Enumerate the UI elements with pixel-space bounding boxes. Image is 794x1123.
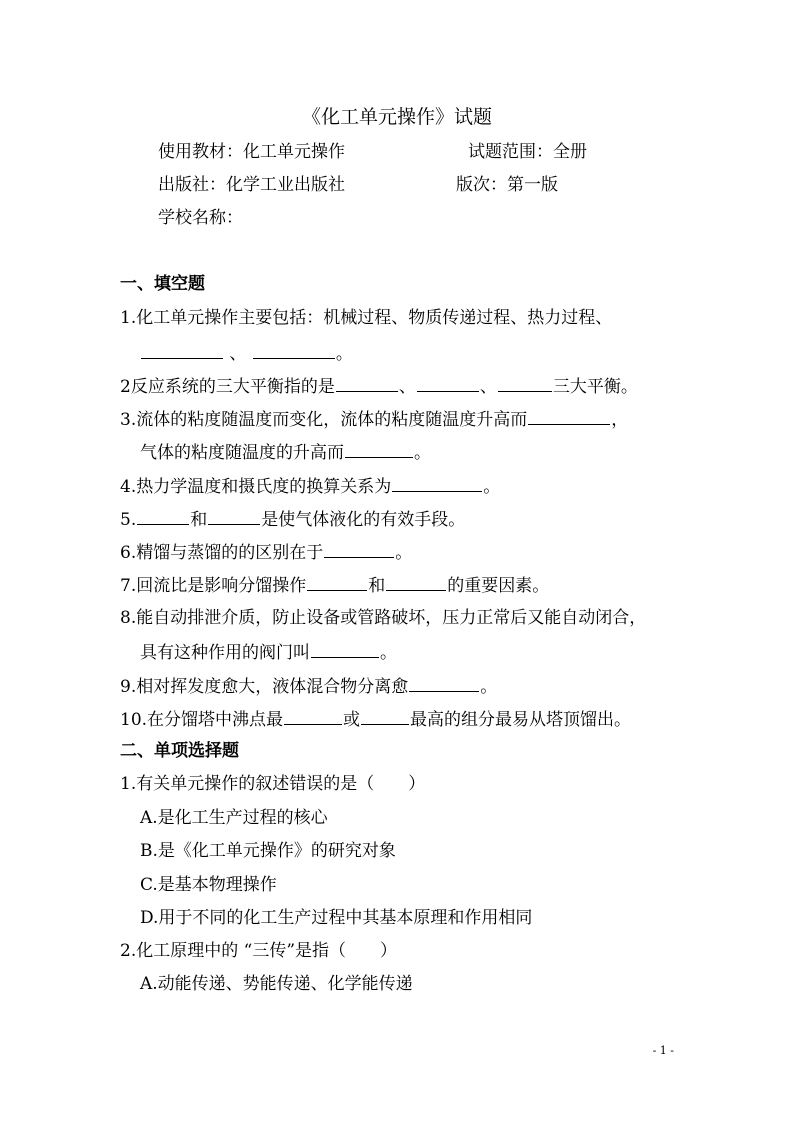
publisher-label: 出版社：化学工业出版社 — [158, 175, 345, 195]
question-2 — [120, 373, 638, 399]
choice-option-1c[interactable]: C.是基本物理操作 — [140, 875, 277, 895]
question-text: 9.相对挥发度愈大，液体混合物分离愈 — [120, 677, 409, 697]
connector: 或 — [343, 710, 361, 730]
question-5 — [120, 506, 465, 532]
question-6 — [120, 539, 412, 565]
question-1-line-2 — [140, 340, 353, 366]
answer-blank[interactable] — [284, 706, 342, 725]
question-text: 气体的粘度随温度的升高而 — [140, 443, 344, 463]
scope-label: 试题范围：全册 — [468, 142, 587, 162]
choice-option-1b[interactable]: B.是《化工单元操作》的研究对象 — [140, 841, 396, 861]
question-8-line-1: 8.能自动排泄介质，防止设备或管路破坏，压力正常后又能自动闭合， — [120, 608, 647, 628]
edition-label: 版次：第一版 — [456, 175, 558, 195]
question-number: 5. — [120, 510, 137, 530]
answer-blank[interactable] — [528, 406, 610, 425]
question-text: 是使气体液化的有效手段。 — [261, 510, 466, 530]
answer-blank[interactable] — [409, 673, 479, 692]
question-text: 10.在分馏塔中沸点最 — [120, 710, 284, 730]
page-number: - 1 - — [652, 1044, 674, 1057]
choice-question-1: 1.有关单元操作的叙述错误的是（ ） — [120, 774, 426, 794]
answer-blank[interactable] — [208, 506, 260, 525]
question-text: 4.热力学温度和摄氏度的换算关系为 — [120, 477, 392, 497]
choice-option-1a[interactable]: A.是化工生产过程的核心 — [140, 808, 328, 828]
answer-blank[interactable] — [417, 373, 479, 392]
textbook-label: 使用教材：化工单元操作 — [158, 142, 345, 162]
period: 。 — [480, 677, 498, 697]
answer-blank[interactable] — [345, 439, 413, 458]
period: 。 — [414, 443, 431, 463]
connector: 和 — [368, 576, 386, 596]
separator: 、 — [398, 377, 416, 397]
question-10 — [120, 706, 631, 732]
answer-blank[interactable] — [498, 373, 552, 392]
school-label: 学校名称： — [158, 208, 243, 228]
page-title: 《化工单元操作》试题 — [301, 106, 492, 128]
period: 。 — [380, 643, 397, 663]
answer-blank[interactable] — [392, 473, 482, 492]
answer-blank[interactable] — [311, 639, 379, 658]
answer-blank[interactable] — [141, 340, 223, 359]
question-1-line-1: 1.化工单元操作主要包括：机械过程、物质传递过程、热力过程、 — [120, 308, 613, 328]
answer-blank[interactable] — [253, 340, 335, 359]
question-4 — [120, 473, 500, 499]
connector: 和 — [190, 510, 208, 530]
answer-blank[interactable] — [386, 572, 446, 591]
question-9 — [120, 673, 497, 699]
choice-question-2: 2.化工原理中的 “三传”是指（ ） — [120, 941, 398, 961]
separator: 、 — [479, 377, 497, 397]
choice-option-1d[interactable]: D.用于不同的化工生产过程中其基本原理和作用相同 — [140, 908, 533, 928]
period: 。 — [395, 543, 413, 563]
question-3-line-2 — [140, 439, 431, 465]
question-3-line-1 — [120, 406, 628, 432]
question-text: 2反应系统的三大平衡指的是 — [120, 377, 335, 397]
answer-blank[interactable] — [137, 506, 189, 525]
separator: 、 — [229, 344, 247, 364]
question-text: 7.回流比是影响分馏操作 — [120, 576, 307, 596]
section-fill-blank-heading: 一、填空题 — [120, 274, 205, 294]
question-8-line-2 — [140, 639, 397, 665]
section-single-choice-heading: 二、单项选择题 — [120, 741, 239, 761]
question-7 — [120, 572, 549, 598]
answer-blank[interactable] — [361, 706, 409, 725]
question-text: 3.流体的粘度随温度而变化，流体的粘度随温度升高而 — [120, 410, 528, 430]
question-text: 具有这种作用的阀门叫 — [140, 643, 310, 663]
period: 。 — [483, 477, 501, 497]
comma: ， — [611, 410, 629, 430]
answer-blank[interactable] — [336, 373, 398, 392]
question-text: 最高的组分最易从塔顶馏出。 — [410, 710, 632, 730]
question-text: 6.精馏与蒸馏的的区别在于 — [120, 543, 324, 563]
answer-blank[interactable] — [307, 572, 367, 591]
choice-option-2a[interactable]: A.动能传递、势能传递、化学能传递 — [140, 974, 413, 994]
question-text: 三大平衡。 — [552, 377, 638, 397]
question-text: 的重要因素。 — [447, 576, 550, 596]
answer-blank[interactable] — [324, 539, 394, 558]
period: 。 — [335, 344, 353, 364]
